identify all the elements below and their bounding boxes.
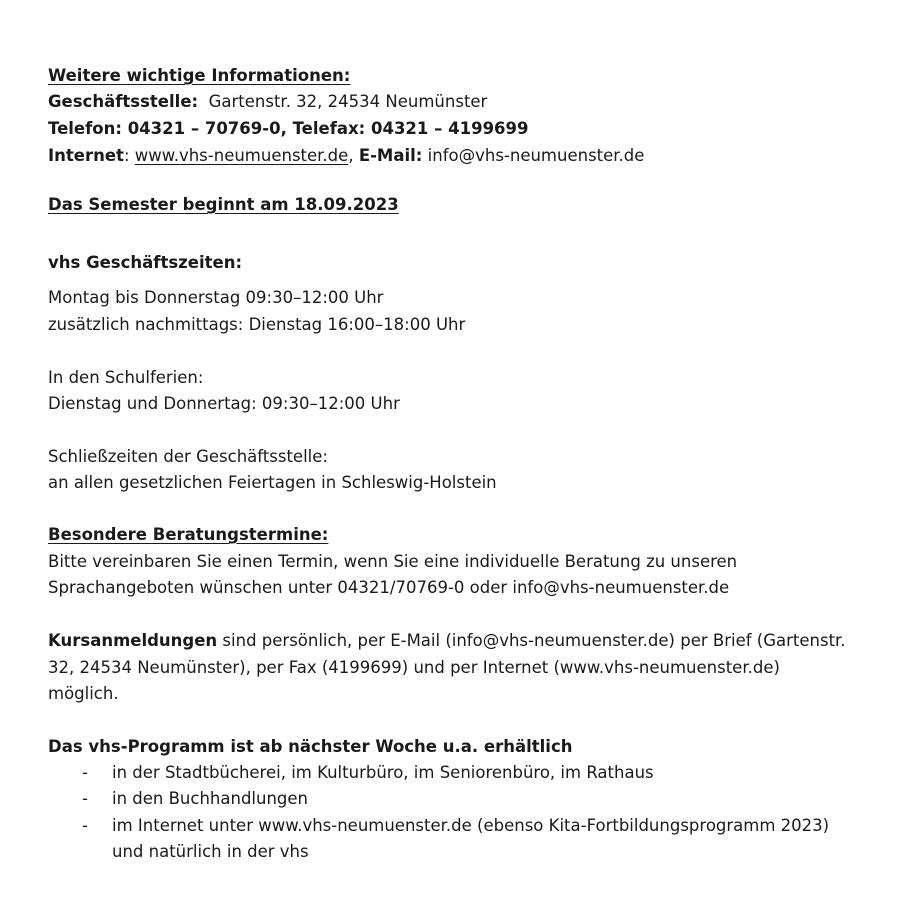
bullet-dash: - [82,789,88,808]
program-item-2-text: in den Buchhandlungen [112,789,309,808]
program-heading: Das vhs-Programm ist ab nächster Woche u.a. erhältlich [48,737,573,756]
holidays-line: Dienstag und Donnertag: 09:30–12:00 Uhr [48,394,400,413]
registration-line-2: 32, 24534 Neumünster), per Fax (4199699) und per Internet (www.vhs-neumuenster.de) [48,658,780,677]
semester-start: Das Semester beginnt am 18.09.2023 [48,195,399,214]
hours-line-1: Montag bis Donnerstag 09:30–12:00 Uhr [48,288,384,307]
email-value: info@vhs-neumuenster.de [422,146,645,165]
website-link[interactable]: www.vhs-neumuenster.de [134,146,349,165]
registration-line-3: möglich. [48,684,119,703]
bullet-dash: - [82,763,88,782]
office-line [48,90,487,114]
registration-bold: Kursanmeldungen [48,631,218,650]
hours-line-2: zusätzlich nachmittags: Dienstag 16:00–18:00 Uhr [48,315,466,334]
closing-line: an allen gesetzlichen Feiertagen in Schleswig-Holstein [48,473,497,492]
email-label: E-Mail: [358,146,423,165]
office-value: Gartenstr. 32, 24534 Neumünster [198,92,488,111]
registration-line-1 [48,629,846,653]
consulting-line-2: Sprachangeboten wünschen unter 04321/70769-0 oder info@vhs-neumuenster.de [48,578,730,597]
consulting-heading: Besondere Beratungstermine: [48,525,329,544]
phone-line: Telefon: 04321 – 70769-0, Telefax: 04321 – 4199699 [48,119,529,138]
contact-heading: Weitere wichtige Informationen: [48,66,351,85]
program-item-3-text-2: und natürlich in der vhs [112,842,309,861]
consulting-line-1: Bitte vereinbaren Sie einen Termin, wenn Sie eine individuelle Beratung zu unseren [48,552,738,571]
internet-label: Internet [48,146,124,165]
office-label: Geschäftsstelle: [48,92,199,111]
program-item-1-text: in der Stadtbücherei, im Kulturbüro, im Seniorenbüro, im Rathaus [112,763,654,782]
internet-colon: : [123,146,135,165]
internet-line [48,144,644,168]
closing-heading: Schließzeiten der Geschäftsstelle: [48,447,328,466]
program-item-3-text: im Internet unter www.vhs-neumuenster.de (ebenso Kita-Fortbildungsprogramm 2023) [112,816,830,835]
bullet-dash: - [82,816,88,835]
hours-heading: vhs Geschäftszeiten: [48,253,243,272]
registration-line-1-rest: sind persönlich, per E-Mail (info@vhs-neumuenster.de) per Brief (Gartenstr. [217,631,846,650]
holidays-heading: In den Schulferien: [48,368,204,387]
email-separator: , [348,146,359,165]
